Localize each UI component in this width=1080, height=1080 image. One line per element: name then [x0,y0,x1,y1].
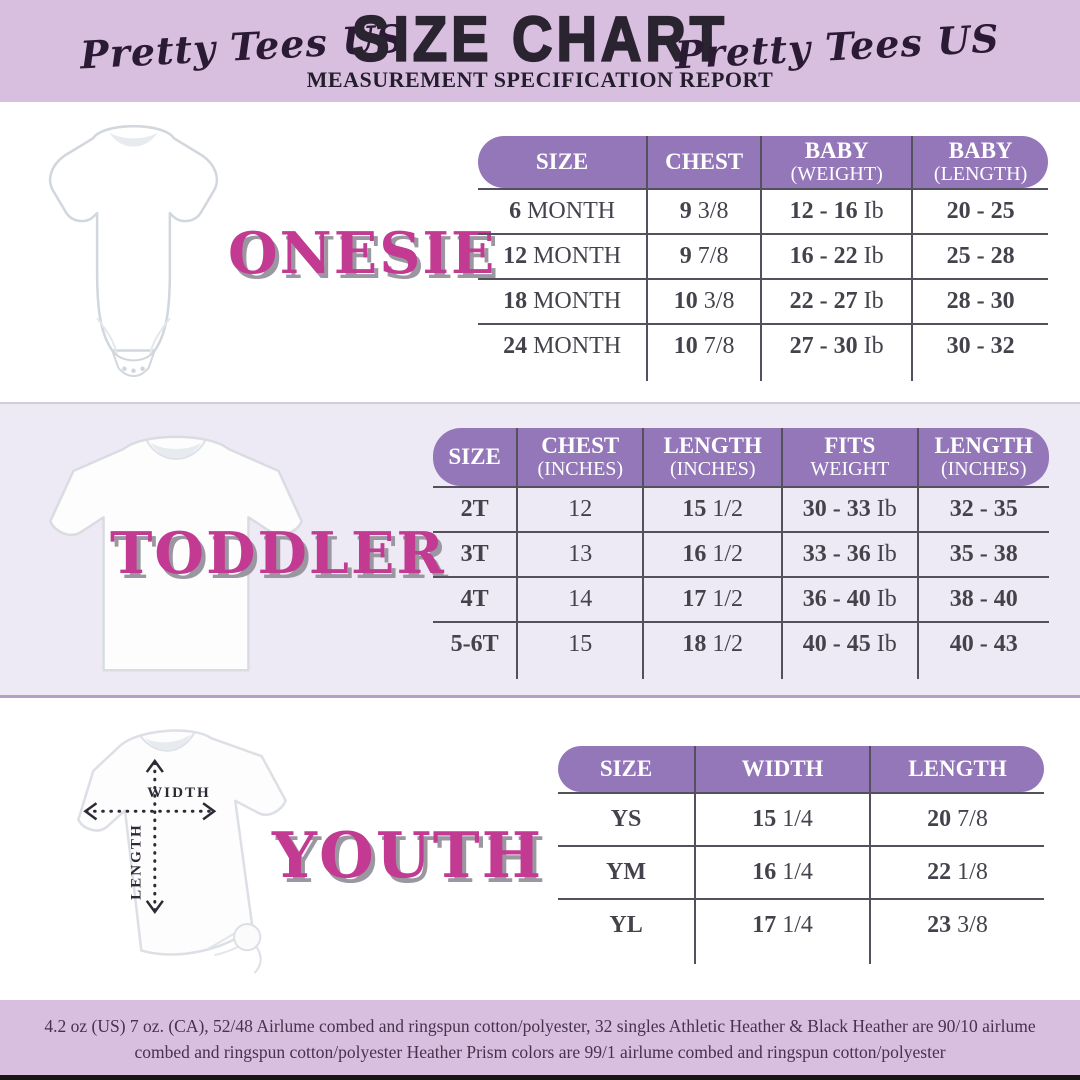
table-column-line-tail [478,368,1048,381]
table-row [558,792,1044,845]
table-header-cell: LENGTH [869,746,1044,792]
table-cell: 13 [516,533,642,576]
table-cell: 36 - 40 Ib [781,578,917,621]
table-row [558,898,1044,951]
table-cell: 12 MONTH [503,243,622,269]
bottom-edge-strip [0,1075,1080,1080]
onesie-size-table [478,136,1048,381]
toddler-size-table [433,428,1049,679]
table-tail-cell [558,951,694,964]
table-cell: 18 1/2 [642,623,781,666]
width-arrow-label: WIDTH [147,785,211,802]
youth-size-table [558,746,1044,964]
table-cell: 2T [460,496,489,522]
table-cell: 16 - 22 Ib [760,235,911,278]
table-cell: 38 - 40 [917,578,1049,621]
header-band [0,0,1080,102]
table-header-cell: LENGTH (INCHES) [642,428,781,486]
table-header-cell: CHEST [646,136,760,188]
table-tail-cell [781,666,917,679]
table-tail-cell [646,368,760,381]
table-cell: 16 1/2 [642,533,781,576]
table-cell: 12 [516,488,642,531]
table-cell: 22 1/8 [869,847,1044,898]
onesie-title: ONESIE [228,220,497,287]
table-cell: 3T [460,541,489,567]
table-cell: 28 - 30 [911,280,1048,323]
table-cell: 32 - 35 [917,488,1049,531]
table-header-cell: LENGTH (INCHES) [917,428,1049,486]
fabric-description: 4.2 oz (US) 7 oz. (CA), 52/48 Airlume combed and ringspun cotton/polyester, 32 singles Athletic Heather & Black Heather are 90/10 airlume combed and ringspun cotton/polyester Heather Prism colors are 99/1 airlume combed and ringspun cotton/polyester [44,1016,1036,1063]
table-tail-cell [917,666,1049,679]
table-cell: 5-6T [450,631,499,657]
toddler-title: TODDLER [110,520,446,587]
table-cell: 6 MONTH [509,198,616,224]
table-cell: 15 [516,623,642,666]
table-cell: 9 7/8 [646,235,760,278]
table-cell: 10 3/8 [646,280,760,323]
table-header-cell: FITS WEIGHT [781,428,917,486]
table-tail-cell [433,666,516,679]
table-header-cell: WIDTH [694,746,869,792]
table-cell: 24 MONTH [503,333,622,359]
youth-title: YOUTH [272,818,544,892]
table-cell: 9 3/8 [646,190,760,233]
table-cell: 15 1/4 [694,794,869,845]
table-cell: 30 - 32 [911,325,1048,368]
table-cell: 40 - 43 [917,623,1049,666]
table-cell: 27 - 30 Ib [760,325,911,368]
onesie-bodysuit-image [20,108,248,396]
table-tail-cell [478,368,646,381]
table-tail-cell [760,368,911,381]
table-cell: 25 - 28 [911,235,1048,278]
table-row [433,486,1049,531]
table-header-cell: SIZE [599,755,653,781]
table-cell: 14 [516,578,642,621]
toddler-section [0,402,1080,698]
table-row [478,323,1048,368]
table-header-cell: BABY (LENGTH) [911,136,1048,188]
table-cell: 30 - 33 Ib [781,488,917,531]
table-cell: 4T [460,586,489,612]
table-row [433,531,1049,576]
length-arrow-label: LENGTH [128,823,145,900]
table-cell: 12 - 16 Ib [760,190,911,233]
table-row [433,621,1049,666]
page-title: SIZE CHART [352,3,728,74]
table-header-cell: CHEST (INCHES) [516,428,642,486]
table-tail-cell [694,951,869,964]
table-cell: 40 - 45 Ib [781,623,917,666]
table-cell: 15 1/2 [642,488,781,531]
table-cell: 10 7/8 [646,325,760,368]
table-header-row [433,428,1049,486]
footer-band [0,1000,1080,1075]
brand-right: Pretty Tees US [674,15,1001,78]
table-row [478,278,1048,323]
table-cell: YL [609,912,643,938]
table-cell: 20 - 25 [911,190,1048,233]
table-cell: 22 - 27 Ib [760,280,911,323]
table-header-cell: SIZE [535,148,589,174]
table-column-line-tail [433,666,1049,679]
table-tail-cell [516,666,642,679]
table-column-line-tail [558,951,1044,964]
youth-section [0,698,1080,1000]
table-tail-cell [911,368,1048,381]
table-row [558,845,1044,898]
table-row [433,576,1049,621]
table-header-cell: BABY (WEIGHT) [760,136,911,188]
table-cell: 33 - 36 Ib [781,533,917,576]
table-header-cell: SIZE [448,443,501,469]
table-cell: YS [610,806,642,832]
onesie-section [0,102,1080,402]
table-cell: 18 MONTH [503,288,622,314]
table-cell: 20 7/8 [869,794,1044,845]
table-cell: 35 - 38 [917,533,1049,576]
page-subtitle: MEASUREMENT SPECIFICATION REPORT [306,67,774,92]
table-header-row [558,746,1044,792]
table-tail-cell [869,951,1044,964]
table-cell: 17 1/4 [694,900,869,951]
table-row [478,233,1048,278]
table-cell: YM [606,859,647,885]
table-header-row [478,136,1048,188]
table-tail-cell [642,666,781,679]
table-cell: 17 1/2 [642,578,781,621]
table-row [478,188,1048,233]
table-cell: 23 3/8 [869,900,1044,951]
table-cell: 16 1/4 [694,847,869,898]
brand-left: Pretty Tees US [79,15,406,78]
